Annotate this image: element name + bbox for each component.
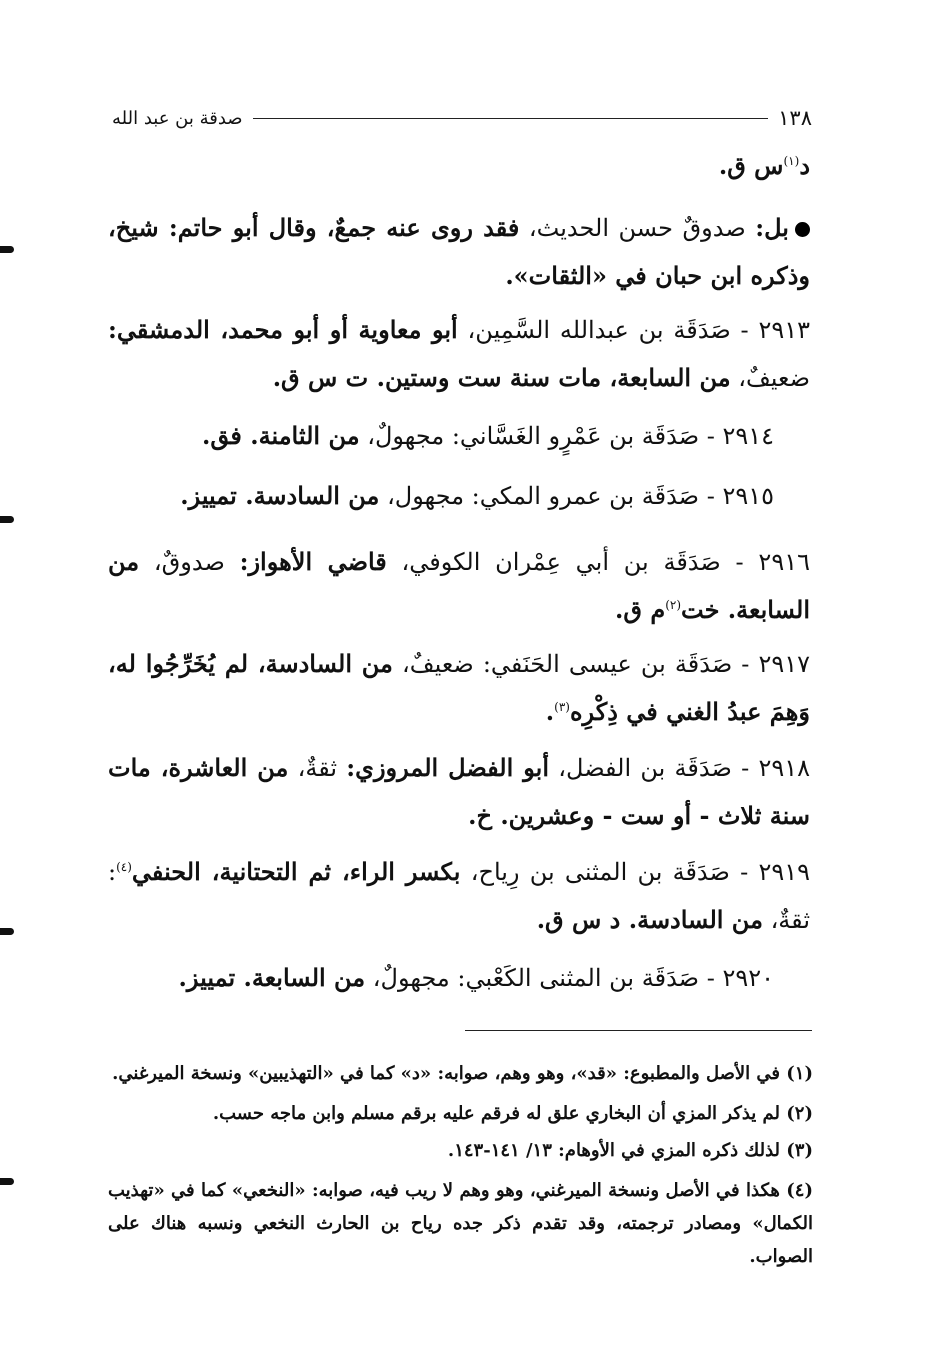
entry-2917-details: من السادسة، لم يُخَرِّجُوا له، وَهِمَ عبدُ الغني في ذِكْرِه [108, 649, 810, 726]
footnote-3: (٣) لذلك ذكره المزي في الأوهام: ١٣/ ١٤١-١٤٣. [447, 1140, 813, 1161]
edge-mark [0, 928, 14, 935]
entry-2914-name: ٢٩١٤ - صَدَقَة بن عَمْرٍو الغَسَّاني: مجهولٌ، [367, 422, 774, 450]
entry-2916-codes: م ق. [615, 595, 666, 624]
bal-comment [108, 204, 810, 300]
entry-2915-name: ٢٩١٥ - صَدَقَة بن عمرو المكي: مجهول، [387, 482, 774, 510]
entry-2918 [108, 744, 810, 840]
entry-2920 [108, 954, 810, 1002]
footnote-2: (٢) لم يذكر المزي أن البخاري علق له فرقم عليه برقم مسلم وابن ماجه حسب. [212, 1103, 813, 1124]
cont-rest: س ق. [718, 151, 784, 180]
footnote-separator [465, 1030, 812, 1031]
entry-2916-grade: صدوقٌ، [153, 548, 225, 576]
footnote-ref-2: (٢) [665, 598, 682, 612]
entry-2913-grade: ضعيفٌ، [738, 364, 810, 392]
edge-mark [0, 246, 14, 253]
edge-mark [0, 1178, 14, 1185]
entry-2918-kunya: أبو الفضل المروزي: [346, 753, 550, 782]
footnote-ref-4: (٤) [116, 860, 132, 874]
entry-2920-details: من السابعة. تمييز. [178, 963, 366, 992]
entry-2918-grade: ثقةٌ، [297, 754, 338, 782]
entry-2913 [108, 306, 810, 402]
entry-2919-name: ٢٩١٩ - صَدَقَة بن المثنى بن رِياح، [470, 858, 810, 886]
entry-2918-details: من العاشرة، مات سنة ثلاث - أو ست - وعشرين. خ. [108, 753, 810, 830]
header-rule [253, 118, 769, 119]
entry-2917: ٢٩١٧ - صَدَقَة بن عيسى الحَنَفي: ضعيفٌ، من السادسة، لم يُخَرِّجُوا له، وَهِمَ عبدُ الغني في ذِكْرِه$^{(٣)}$. [108, 649, 810, 726]
entry-2918-name: ٢٩١٨ - صَدَقَة بن الفضل، [558, 754, 811, 782]
bal-bold: فقد روى عنه جمعٌ، وقال أبو حاتم: شيخ، وذكره ابن حبان في «الثقات». [108, 213, 810, 290]
entry-2919-grade: : ثقةٌ، [108, 858, 810, 934]
cont-code: د [799, 151, 810, 180]
entry-2920-name: ٢٩٢٠ - صَدَقَة بن المثنى الكَعْبي: مجهولٌ، [372, 964, 774, 992]
entry-2914-details: من الثامنة. فق. [202, 421, 360, 450]
entry-2913-details: من السابعة، مات سنة ست وستين. ت س ق. [272, 363, 731, 392]
footnote-4: (٤) هكذا في الأصل ونسخة الميرغني، وهو وهم لا ريب فيه، صوابه: «النخعي» كما في «تهذيب الكمال» ومصادر ترجمته، وقد تقدم ذكر جده رياح بن الحارث النخعي ونسبه هناك على الصواب. [108, 1180, 813, 1267]
entry-2916-name: ٢٩١٦ - صَدَقَة بن أبي عِمْران الكوفي، [401, 548, 810, 576]
entry-2916 [108, 538, 810, 634]
entry-2915-details: من السادسة. تمييز. [180, 481, 380, 510]
page-number: ١٣٨ [778, 106, 812, 130]
bal-plain: صدوقٌ حسن الحديث، [528, 214, 746, 242]
entry-2919-vocalization: بكسر الراء، ثم التحتانية، الحنفي [131, 857, 461, 886]
entry-2914 [108, 412, 810, 460]
entry-2917-name: ٢٩١٧ - صَدَقَة بن عيسى الحَنَفي: ضعيفٌ، [401, 650, 810, 678]
bullet-dot-icon [795, 222, 810, 237]
running-title: صدقة بن عبد الله [112, 107, 243, 129]
entry-2913-name: ٢٩١٣ - صَدَقَة بن عبدالله السَّمِين، [467, 316, 811, 344]
footnote-ref-1: (١) [783, 154, 800, 168]
entry-2913-kunya: أبو معاوية أو أبو محمد، الدمشقي: [108, 315, 458, 344]
entry-2915 [108, 472, 810, 520]
edge-mark [0, 516, 14, 523]
entry-2916-details: من السابعة. خت [108, 547, 810, 624]
bal-prefix: بل: [755, 213, 789, 242]
entry-2919-details: من السادسة. د س ق. [536, 905, 763, 934]
footnote-ref-3: (٣) [554, 700, 570, 714]
entry-continuation [108, 142, 810, 190]
footnote-1: (١) في الأصل والمطبوع: «قد»، وهو وهم، صوابه: «د» كما في «التهذيبين» ونسخة الميرغني. [112, 1063, 813, 1084]
entry-2919 [108, 848, 810, 944]
running-header [112, 103, 812, 133]
entry-2916-title: قاضي الأهواز: [239, 547, 387, 576]
